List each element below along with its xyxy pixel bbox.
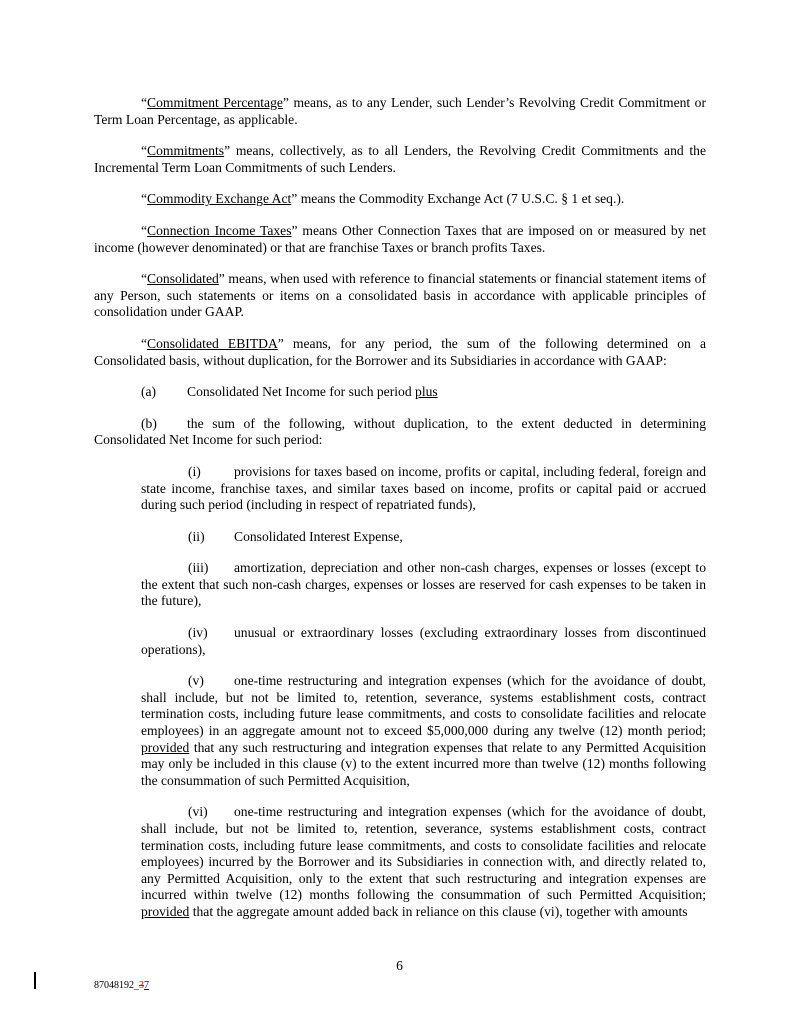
clause-emphasis: plus (415, 384, 438, 400)
defined-term: Commitment Percentage (147, 95, 283, 110)
definition-connection-income-taxes: “Connection Income Taxes” means Other Connection Taxes that are imposed on or measured by net income (however denominated) or that are franchise Taxes or branch profits Taxes. (94, 222, 706, 255)
definition-text: ” means, for any period, the sum of the following determined on a Consolidated basis, without duplication, for the Borrower and its Subsidiaries in accordance with GAAP: (94, 335, 706, 368)
defined-term: Consolidated EBITDA (147, 335, 278, 351)
definition-text: ” means, when used with reference to financial statements or financial statement items of any Person, such statements or items on a consolidated basis in accordance with applicable principles of consolidation under GAAP. (94, 271, 706, 320)
doc-id-inserted: 7 (144, 980, 149, 991)
page-number: 6 (396, 958, 403, 973)
definition-text: ” means Other Connection Taxes that are imposed on or measured by net income (however denominated) or that are franchise Taxes or branch profits Taxes. (94, 222, 706, 255)
clause-text: one-time restructuring and integration expenses (which for the avoidance of doubt, shall include, but not be limited to, retention, severance, systems establishment costs, contract termination costs, including future lease commitments, and costs to consolidate facilities and relocate employees) incurred by the Borrower and its Subsidiaries in connection with, and directly related to, any Permitted Acquisition, only to the extent that such restructuring and integration expenses are incurred within twelve (12) months following the consummation of such Permitted Acquisition; (141, 804, 706, 903)
clause-number: (iv) (188, 625, 208, 641)
doc-id-deleted: 3 (139, 980, 144, 991)
clause-number: (vi) (188, 804, 208, 820)
definition-text: ” means, collectively, as to all Lenders, the Revolving Credit Commitments and the Incremental Term Loan Commitments of such Lenders. (94, 143, 706, 175)
clause-emphasis: provided (141, 739, 190, 755)
clause-text: the sum of the following, without duplication, to the extent deducted in determining Consolidated Net Income for such period: (94, 415, 706, 448)
clause-iv (94, 625, 706, 658)
definition-text: ” means, as to any Lender, such Lender’s Revolving Credit Commitment or Term Loan Percentage, as applicable. (94, 95, 707, 127)
defined-term: Commodity Exchange Act (147, 191, 292, 207)
document-body (94, 95, 706, 936)
clause-emphasis: provided (141, 903, 190, 919)
clause-number: (iii) (188, 560, 209, 576)
clause-number: (b) (141, 415, 157, 431)
clause-number: (a) (141, 384, 157, 400)
document-id (94, 978, 149, 995)
defined-term: Consolidated (147, 271, 219, 287)
clause-text: Consolidated Net Income for such period (187, 384, 416, 400)
definition-commodity-exchange-act: “Commodity Exchange Act” means the Commodity Exchange Act (7 U.S.C. § 1 et seq.). (141, 191, 625, 207)
clause-text: Consolidated Interest Expense, (234, 528, 403, 544)
clause-text: one-time restructuring and integration expenses (which for the avoidance of doubt, shall include, but not be limited to, retention, severance, systems establishment costs, contract termination costs, including future lease commitments, and costs to consolidate facilities and relocate employees) in an aggregate amount not to exceed $5,000,000 during any twelve (12) month period; (141, 673, 706, 739)
clause-b (94, 416, 706, 449)
defined-term: Commitments (147, 143, 225, 159)
clause-text-tail: that any such restructuring and integration expenses that relate to any Permitted Acquisition may only be included in this clause (v) to the extent incurred more than twelve (12) months following the consummation of such Permitted Acquisition, (141, 739, 706, 788)
definition-commitment-percentage: “Commitment Percentage” means, as to any Lender, such Lender’s Revolving Credit Commitment or Term Loan Percentage, as applicable. (94, 95, 707, 127)
clause-number: (ii) (188, 528, 205, 544)
doc-id-base: 87048192_ (94, 980, 139, 991)
defined-term: Connection Income Taxes (147, 222, 292, 238)
definition-consolidated-ebitda: “Consolidated EBITDA” means, for any period, the sum of the following determined on a Consolidated basis, without duplication, for the Borrower and its Subsidiaries in accordance with GAAP: (94, 335, 706, 368)
clause-a (94, 384, 706, 401)
change-bar (34, 972, 36, 989)
clause-vi (94, 804, 706, 920)
clause-iii (94, 560, 706, 610)
definition-text: ” means the Commodity Exchange Act (7 U.S.C. § 1 et seq.). (291, 191, 625, 207)
clause-number: (v) (188, 673, 204, 689)
clause-text: provisions for taxes based on income, profits or capital, including federal, foreign and state income, franchise taxes, and similar taxes based on income, profits or capital paid or accrued during such period (including in respect of repatriated funds), (141, 463, 706, 513)
definition-commitments: “Commitments” means, collectively, as to all Lenders, the Revolving Credit Commitments and the Incremental Term Loan Commitments of such Lenders. (94, 143, 706, 175)
clause-i (94, 464, 706, 514)
clause-number: (i) (188, 463, 201, 479)
definition-consolidated: “Consolidated” means, when used with reference to financial statements or financial statement items of any Person, such statements or items on a consolidated basis in accordance with applicable principles of consolidation under GAAP. (94, 271, 706, 320)
clause-text: amortization, depreciation and other non-cash charges, expenses or losses (except to the extent that such non-cash charges, expenses or losses are reserved for cash expenses to be taken in the future), (141, 560, 706, 609)
clause-text: unusual or extraordinary losses (excluding extraordinary losses from discontinued operations), (141, 625, 706, 657)
clause-text-tail: that the aggregate amount added back in reliance on this clause (vi), together with amounts (189, 903, 688, 919)
clause-v (94, 673, 706, 789)
clause-ii (94, 529, 706, 546)
